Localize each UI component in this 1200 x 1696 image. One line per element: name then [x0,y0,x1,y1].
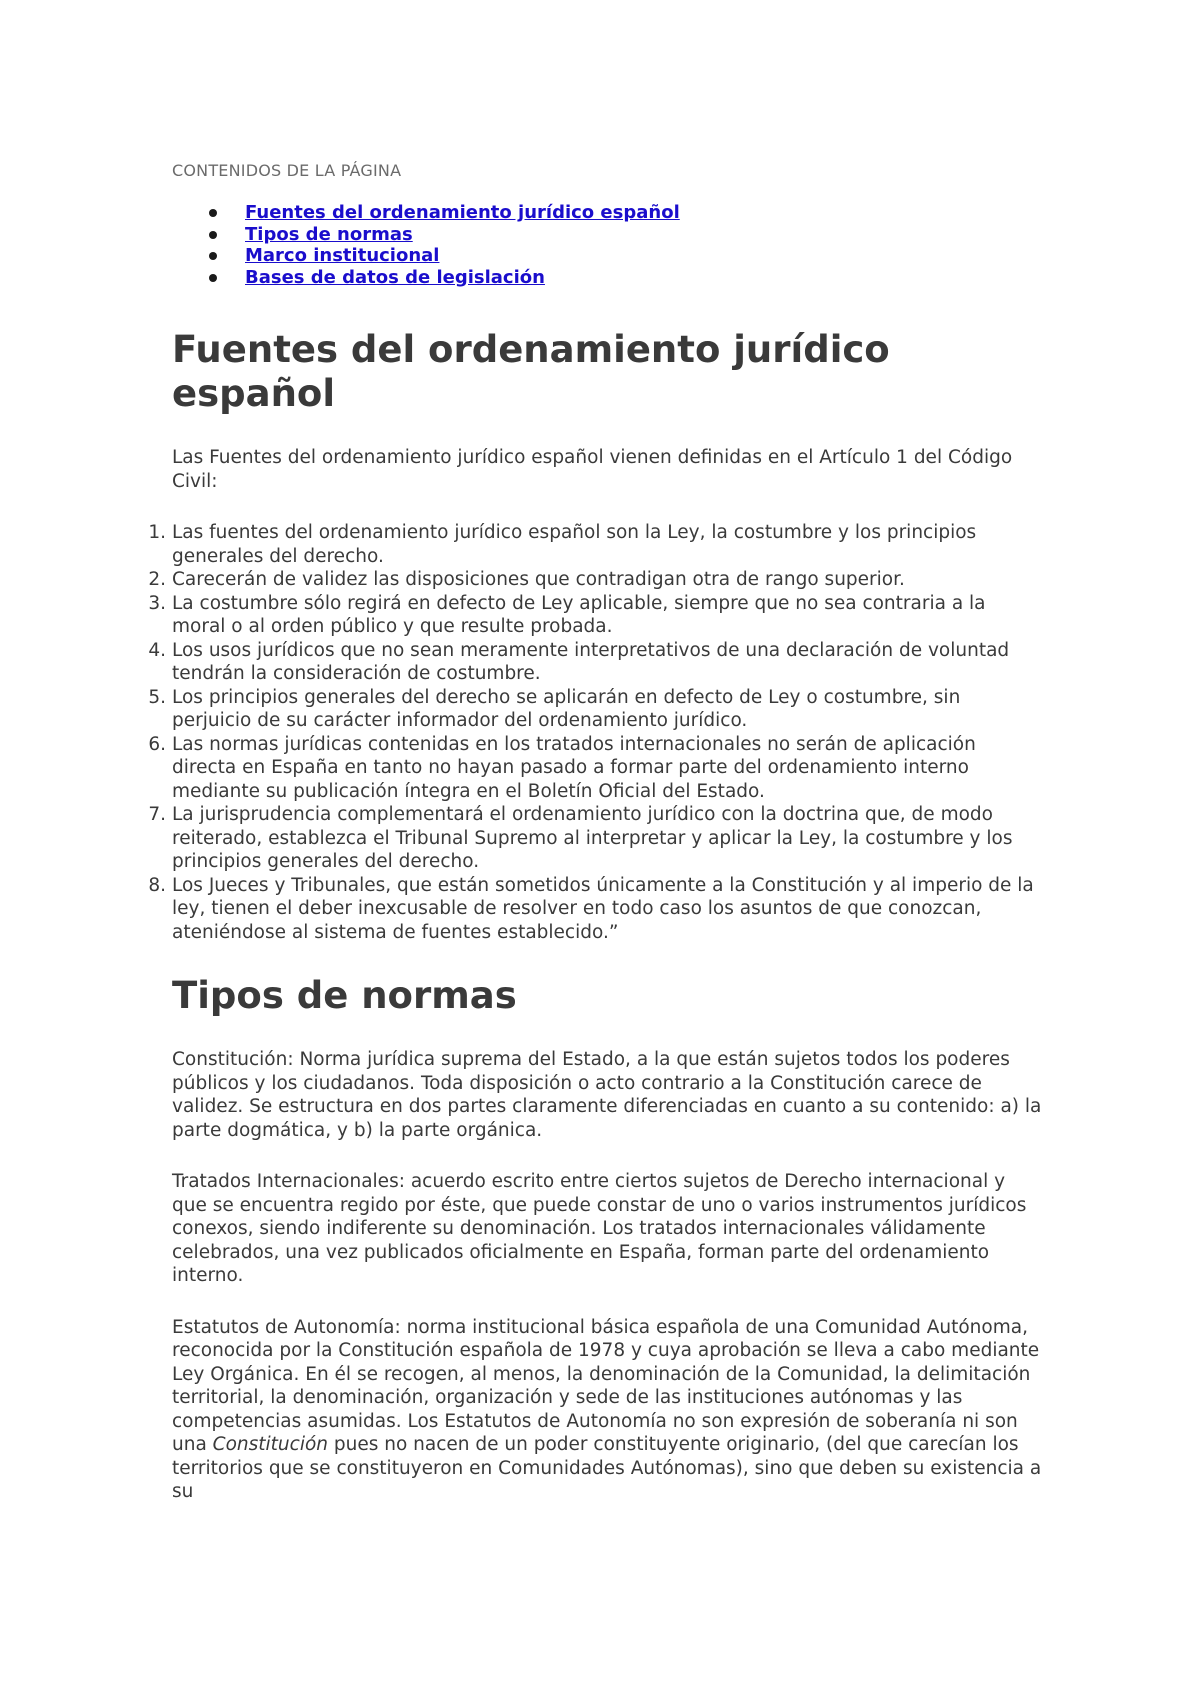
bullet-icon [209,209,217,217]
bullet-icon [209,252,217,260]
paragraph-estatutos [172,1316,1042,1504]
list-item [148,521,1042,568]
list-item [148,733,1042,804]
list-item-text: Las normas jurídicas contenidas en los tratados internacionales no serán de aplicación directa en España en tanto no hayan pasado a formar parte del ordenamiento interno mediante su publicación íntegra en el Boletín Oficial del Estado. [172,733,976,802]
document-page [148,160,1042,1532]
toc-item [245,202,1042,224]
paragraph-text: pues no nacen de un poder constituyente originario, (del que carecían los territorios que se constituyeron en Comunidades Autónomas), sino que deben su existencia a su [172,1434,1042,1502]
list-number: 4. [148,639,166,661]
list-item-text: La costumbre sólo regirá en defecto de Ley aplicable, siempre que no sea contraria a la moral o al orden público y que resulte probada. [172,592,986,637]
section-intro: Las Fuentes del ordenamiento jurídico español vienen definidas en el Artículo 1 del Código Civil: [172,447,1013,492]
emphasis-text: Constitución [212,1434,328,1455]
toc-list [172,202,1042,288]
articles-list [148,521,1042,944]
toc-label: CONTENIDOS DE LA PÁGINA [172,161,402,180]
paragraph-text: Estatutos de Autonomía: norma institucional básica española de una Comunidad Autónoma, reconocida por la Constitución española de 1978 y cuya aprobación se lleva a cabo mediante Ley Orgánica. En él se recogen, al menos, la denominación de la Comunidad, la delimitación territorial, la denominación, organización y sede de las instituciones autónomas y las competencias asumidas. Los Estatutos de Autonomía no son expresión de soberanía ni son una [172,1316,1040,1455]
section-heading-fuentes: Fuentes del ordenamiento jurídico español [172,328,890,415]
list-item [148,568,1042,592]
list-item-text: Las fuentes del ordenamiento jurídico español son la Ley, la costumbre y los principios generales del derecho. [172,522,977,567]
bullet-icon [209,274,217,282]
list-item [148,592,1042,639]
paragraph-constitucion: Constitución: Norma jurídica suprema del Estado, a la que están sujetos todos los poderes públicos y los ciudadanos. Toda disposición o acto contrario a la Constitución carece de validez. Se estructura en dos partes claramente diferenciadas en cuanto a su contenido: a) la parte dogmática, y b) la parte orgánica. [172,1049,1042,1141]
toc-link-bases[interactable]: Bases de datos de legislación [245,266,545,288]
paragraph-tratados: Tratados Internacionales: acuerdo escrito entre ciertos sujetos de Derecho internacional y que se encuentra regido por éste, que puede constar de uno o varios instrumentos jurídicos conexos, siendo indiferente su denominación. Los tratados internacionales válidamente celebrados, una vez publicados oficialmente en España, forman parte del ordenamiento interno. [172,1171,1027,1286]
list-number: 2. [148,569,166,590]
list-number: 6. [148,733,166,755]
list-number: 7. [148,804,166,825]
list-number: 8. [148,874,166,896]
list-item [148,874,1042,945]
list-number: 3. [148,592,166,614]
toc-item [245,267,1042,289]
list-item-text: Los usos jurídicos que no sean meramente interpretativos de una declaración de voluntad tendrán la consideración de costumbre. [172,639,1010,684]
bullet-icon [209,231,217,239]
toc-link-marco[interactable]: Marco institucional [245,245,440,266]
list-number: 5. [148,686,166,708]
list-item-text: Carecerán de validez las disposiciones que contradigan otra de rango superior. [172,569,905,590]
section-heading-tipos: Tipos de normas [172,974,517,1017]
list-item [148,639,1042,686]
list-item [148,803,1042,874]
list-item [148,686,1042,733]
list-item-text: Los Jueces y Tribunales, que están sometidos únicamente a la Constitución y al imperio de la ley, tienen el deber inexcusable de resolver en todo caso los asuntos de que conozcan, ateniéndose al sistema de fuentes establecido.” [172,874,1034,943]
toc-link-fuentes[interactable]: Fuentes del ordenamiento jurídico español [245,202,680,223]
toc-item [245,224,1042,246]
toc-link-tipos[interactable]: Tipos de normas [245,223,413,245]
toc-item [245,245,1042,267]
list-item-text: Los principios generales del derecho se aplicarán en defecto de Ley o costumbre, sin perjuicio de su carácter informador del ordenamiento jurídico. [172,686,961,731]
list-item-text: La jurisprudencia complementará el ordenamiento jurídico con la doctrina que, de modo reiterado, establezca el Tribunal Supremo al interpretar y aplicar la Ley, la costumbre y los principios generales del derecho. [172,804,1013,872]
list-number: 1. [148,522,166,543]
